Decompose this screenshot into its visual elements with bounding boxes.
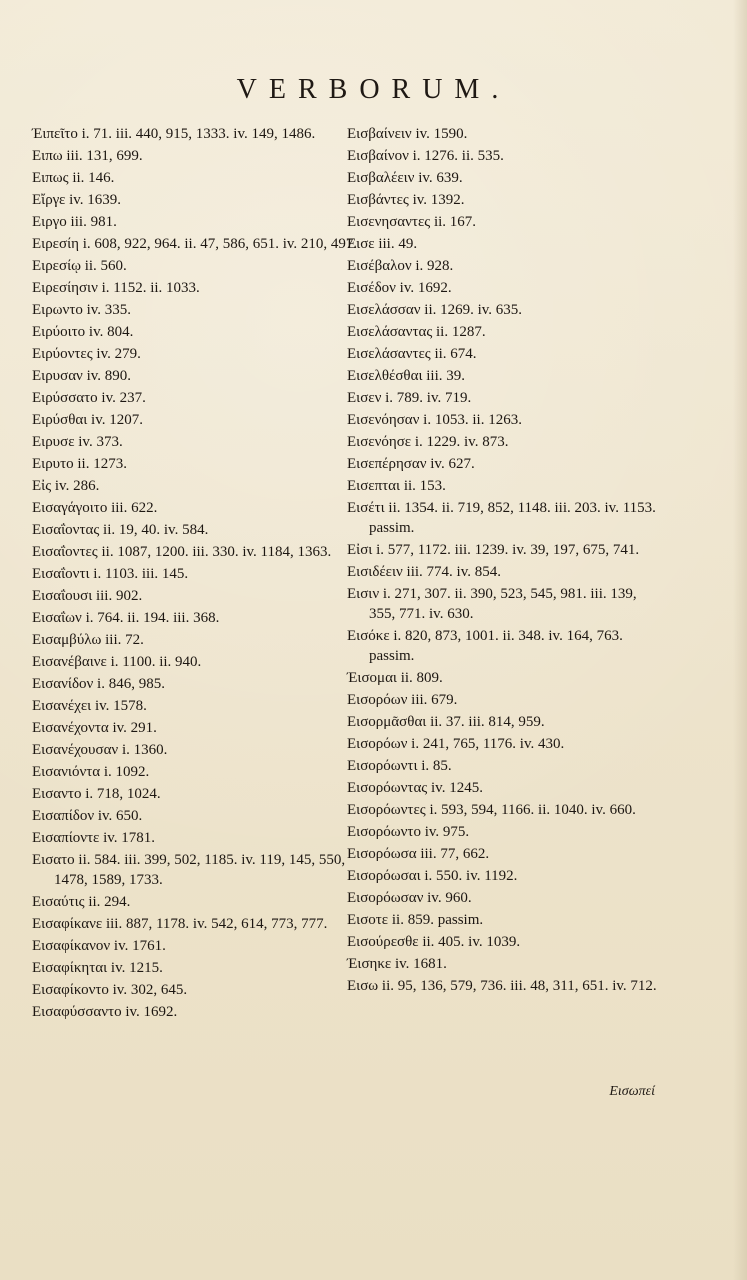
index-entry: Ειρύσσατο iv. 237.	[32, 390, 146, 406]
index-entry: Εισορόωσαν iv. 960.	[347, 890, 472, 906]
index-entry: Εισορόωντας iv. 1245.	[347, 780, 483, 796]
index-entry: Εἰσι i. 577, 1172. iii. 1239. iv. 39, 197, 675, 741.	[347, 542, 640, 558]
index-entry: Εισιν i. 271, 307. ii. 390, 523, 545, 981. iii. 139, 355, 771. iv. 630.	[347, 586, 637, 622]
index-entry: Ειρεσίη i. 608, 922, 964. ii. 47, 586, 651. iv. 210, 497.	[32, 236, 358, 252]
index-entry: Εἴργε iv. 1639.	[32, 192, 122, 208]
index-entry: Εισανέχοντα iv. 291.	[32, 720, 157, 736]
index-entry: Εισαφίκηται iv. 1215.	[32, 960, 163, 976]
index-entry: Ειρυσε iv. 373.	[32, 434, 123, 450]
page-edge	[733, 0, 747, 1280]
index-entry: Ειρύοντες iv. 279.	[32, 346, 141, 362]
index-entry: Εισανίδον i. 846, 985.	[32, 676, 165, 692]
index-entry: Εισελάσσαν ii. 1269. iv. 635.	[347, 302, 523, 318]
index-entry: Εισοτε ii. 859. passim.	[347, 912, 484, 928]
index-entry: Εισβαλέειν iv. 639.	[347, 170, 463, 186]
index-entry: Εισεπέρησαν iv. 627.	[347, 456, 475, 472]
index-entry: Ειργο iii. 981.	[32, 214, 117, 230]
index-entry: Εισέτι ii. 1354. ii. 719, 852, 1148. iii. 203. iv. 1153. passim.	[347, 500, 656, 536]
index-entry: Εισούρεσθε ii. 405. iv. 1039.	[347, 934, 521, 950]
index-entry: Ειρεσίῳ ii. 560.	[32, 258, 127, 274]
index-entry: Εισαφίκανον iv. 1761.	[32, 938, 166, 954]
index-entry: Εισορμᾶσθαι ii. 37. iii. 814, 959.	[347, 714, 545, 730]
index-entry: Εισιδέειν iii. 774. iv. 854.	[347, 564, 501, 580]
index-entry: Εισορόωσαι i. 550. iv. 1192.	[347, 868, 518, 884]
index-entry: Ειρωντο iv. 335.	[32, 302, 132, 318]
index-entry: Εισεπται ii. 153.	[347, 478, 446, 494]
index-entry: Εισαμβύλω iii. 72.	[32, 632, 144, 648]
index-entry: Εισανέχει iv. 1578.	[32, 698, 147, 714]
index-entry: Εισαΐοντες ii. 1087, 1200. iii. 330. iv. 1184, 1363.	[32, 544, 332, 560]
index-entry: Εισαπίοντε iv. 1781.	[32, 830, 156, 846]
index-entry: Εισελάσαντες ii. 674.	[347, 346, 477, 362]
index-entry: Εισορόωντες i. 593, 594, 1166. ii. 1040. iv. 660.	[347, 802, 636, 818]
index-entry: Εισανιόντα i. 1092.	[32, 764, 150, 780]
index-entry: Έιπεῖτο i. 71. iii. 440, 915, 1333. iv. 149, 1486.	[32, 126, 316, 142]
index-entry: Εἰς iv. 286.	[32, 478, 100, 494]
index-entry: Εισαύτις ii. 294.	[32, 894, 131, 910]
index-entry: Ειπως ii. 146.	[32, 170, 115, 186]
index-entry: Ειρύσθαι iv. 1207.	[32, 412, 143, 428]
index-entry: Εισαπίδον iv. 650.	[32, 808, 143, 824]
index-entry: Ειρυσαν iv. 890.	[32, 368, 132, 384]
index-entry: Εισενόησαν i. 1053. ii. 1263.	[347, 412, 522, 428]
right-column	[347, 124, 657, 998]
index-entry: Εισενησαντες ii. 167.	[347, 214, 477, 230]
page-header: VERBORUM.	[236, 74, 511, 105]
index-entry: Ειπω iii. 131, 699.	[32, 148, 143, 164]
index-entry: Εισαΐουσι iii. 902.	[32, 588, 143, 604]
index-entry: Έισομαι ii. 809.	[347, 670, 443, 686]
index-entry: Εισόκε i. 820, 873, 1001. ii. 348. iv. 164, 763. passim.	[347, 628, 623, 664]
index-entry: Εισορόωντι i. 85.	[347, 758, 452, 774]
index-entry: Εισορόωσα iii. 77, 662.	[347, 846, 490, 862]
index-entry: Ειρυτο ii. 1273.	[32, 456, 127, 472]
index-entry: Εισαφίκανε iii. 887, 1178. iv. 542, 614, 773, 777.	[32, 916, 328, 932]
index-entry: Εισορόωντο iv. 975.	[347, 824, 470, 840]
index-entry: Έισηκε iv. 1681.	[347, 956, 447, 972]
index-entry: Εισενόησε i. 1229. iv. 873.	[347, 434, 509, 450]
index-entry: Εισβάντες iv. 1392.	[347, 192, 465, 208]
index-entry: Εισε iii. 49.	[347, 236, 418, 252]
index-entry: Εισεν i. 789. iv. 719.	[347, 390, 472, 406]
index-entry: Εισαΐων i. 764. ii. 194. iii. 368.	[32, 610, 220, 626]
index-entry: Εισαντο i. 718, 1024.	[32, 786, 161, 802]
index-entry: Εισορόων i. 241, 765, 1176. iv. 430.	[347, 736, 565, 752]
index-entry: Εισαφύσσαντο iv. 1692.	[32, 1004, 178, 1020]
index-entry: Εισαΐοντι i. 1103. iii. 145.	[32, 566, 189, 582]
catchword: Εισωπεί	[609, 1084, 655, 1099]
index-entry: Εισελάσαντας ii. 1287.	[347, 324, 486, 340]
left-column	[32, 124, 362, 1024]
index-entry: Εισορόων iii. 679.	[347, 692, 458, 708]
index-entry: Εισβαίνον i. 1276. ii. 535.	[347, 148, 504, 164]
index-entry: Εισέβαλον i. 928.	[347, 258, 454, 274]
index-entry: Εισαΐοντας ii. 19, 40. iv. 584.	[32, 522, 209, 538]
index-entry: Ειρεσίησιν i. 1152. ii. 1033.	[32, 280, 200, 296]
index-entry: Εισαγάγοιτο iii. 622.	[32, 500, 158, 516]
index-entry: Εισελθέσθαι iii. 39.	[347, 368, 466, 384]
index-entry: Εισατο ii. 584. iii. 399, 502, 1185. iv. 119, 145, 550, 1478, 1589, 1733.	[32, 852, 346, 888]
index-entry: Εισαφίκοντο iv. 302, 645.	[32, 982, 188, 998]
index-entry: Ειρύοιτο iv. 804.	[32, 324, 134, 340]
index-entry: Εισανέχουσαν i. 1360.	[32, 742, 168, 758]
index-entry: Εισανέβαινε i. 1100. ii. 940.	[32, 654, 202, 670]
index-entry: Εισω ii. 95, 136, 579, 736. iii. 48, 311, 651. iv. 712.	[347, 978, 657, 994]
index-entry: Εισέδον iv. 1692.	[347, 280, 452, 296]
index-entry: Εισβαίνειν iv. 1590.	[347, 126, 468, 142]
